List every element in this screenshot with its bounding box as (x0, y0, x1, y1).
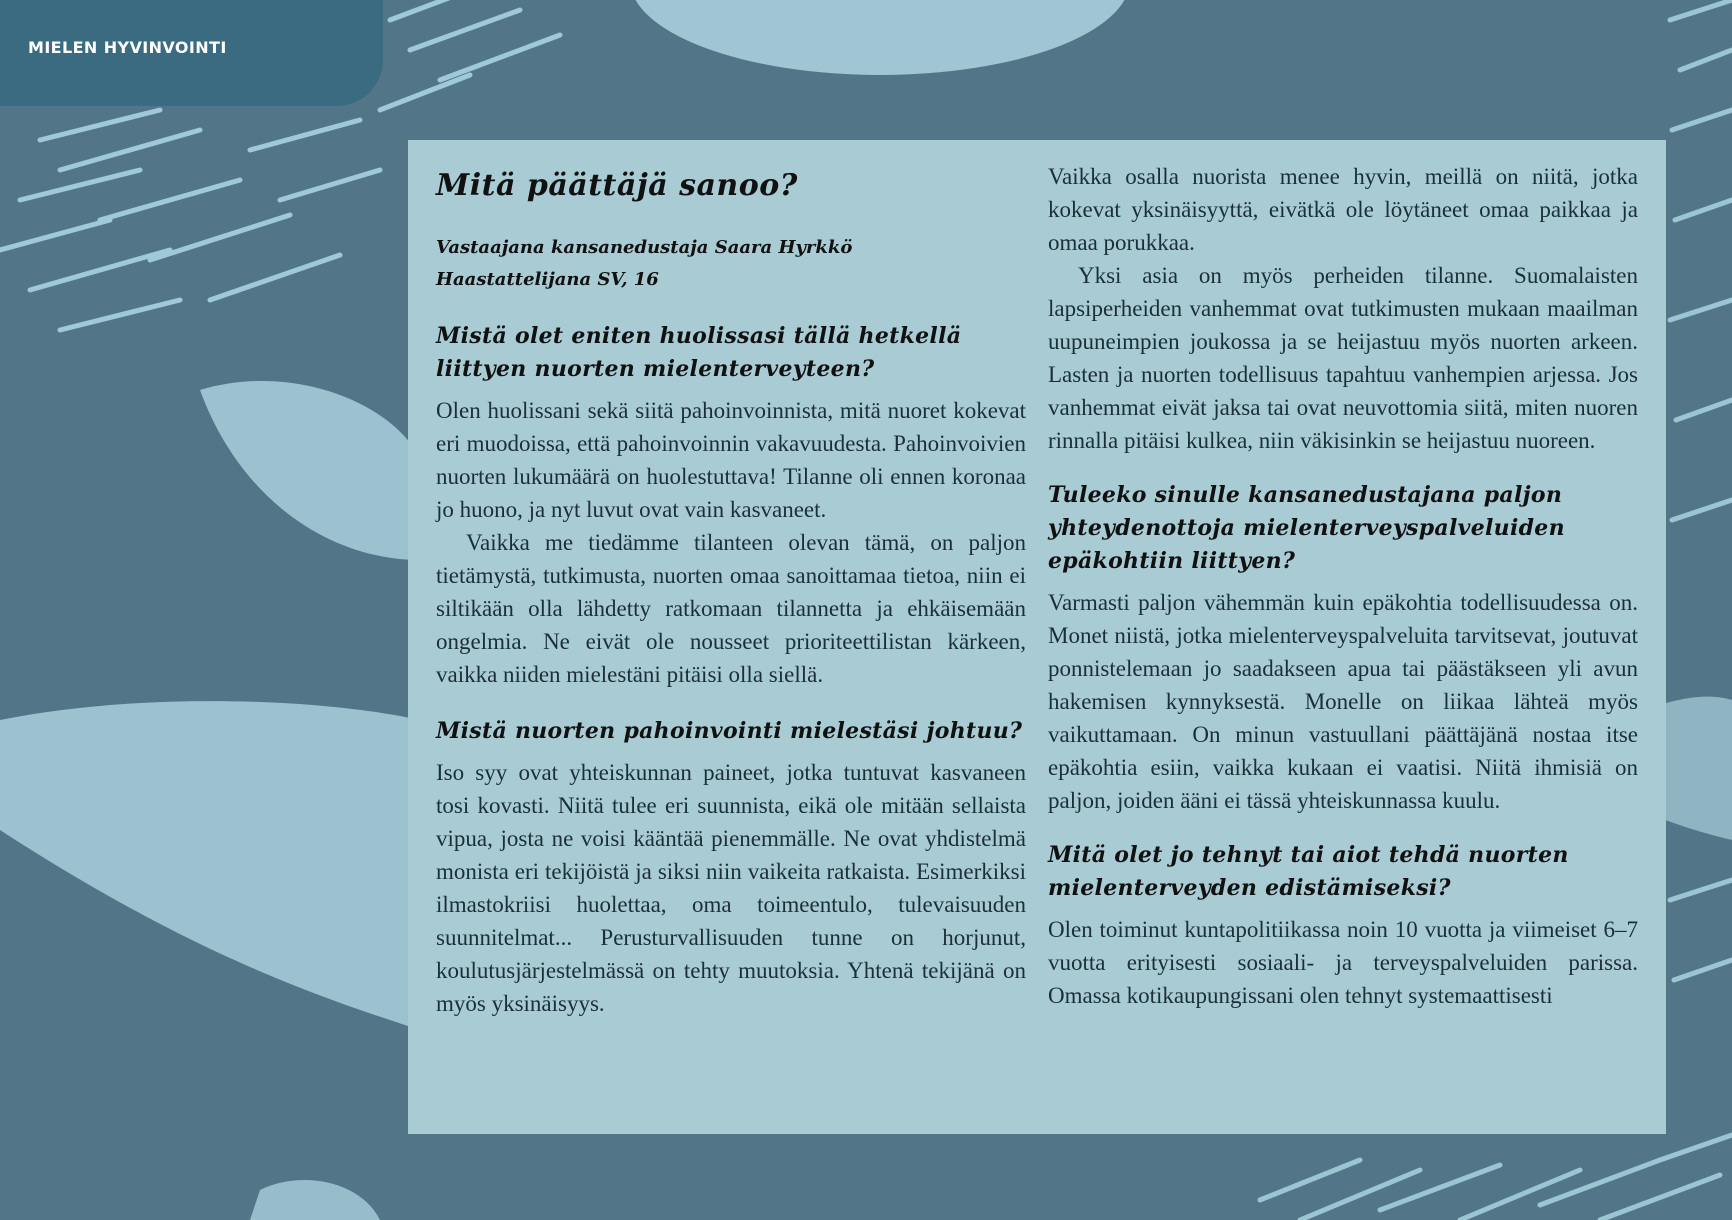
section-tab (0, 0, 383, 106)
interviewer-line: Haastattelijana SV, 16 (436, 269, 659, 290)
question-1: Mistä olet eniten huolissasi tällä hetkellä liittyen nuorten mielenterveyteen? (436, 323, 962, 382)
article-title: Mitä päättäjä sanoo? (436, 168, 798, 203)
byline (436, 232, 1026, 296)
answer-2-paragraph-3: Yksi asia on myös perheiden tilanne. Suomalaisten lapsiperheiden vanhemmat ovat tutkimusten mukaan maailman uupuneimpien joukossa ja se heijastuu myös nuorten arkeen. Lasten ja nuorten todellisuus tapahtuu vanhempien arjessa. Jos vanhemmat eivät jaksa tai ovat neuvottomia siitä, miten nuoren rinnalla pitäisi kulkea, niin väkisinkin se heijastuu nuoreen. (1048, 263, 1638, 453)
answer-1-paragraph-2: Vaikka me tiedämme tilanteen olevan tämä, on paljon tietämystä, tutkimusta, nuorten omaa sanoittamaa tietoa, niin ei siltikään olla lähdetty ratkomaan tilannetta ja ehkäisemään ongelmia. Ne eivät ole nousseet prioriteettilistan kärkeen, vaikka niiden mielestäni pitäisi olla siellä. (436, 530, 1026, 687)
article-column-right (1048, 160, 1638, 1012)
question-2: Mistä nuorten pahoinvointi mielestäsi johtuu? (436, 718, 1023, 744)
question-3: Tuleeko sinulle kansanedustajana paljon yhteydenottoja mielenterveyspalveluiden epäkohtiin liittyen? (1048, 482, 1565, 574)
respondent-line: Vastaajana kansanedustaja Saara Hyrkkö (436, 237, 853, 258)
answer-3-paragraph-1: Varmasti paljon vähemmän kuin epäkohtia todellisuudessa on. Monet niistä, jotka mielenterveyspalveluita tarvitsevat, joutuvat ponnistelemaan jo saadakseen apua tai päästäkseen yli avun hakemisen kynnyksestä. Monelle on liikaa lähteä myös vaikuttamaan. On minun vastuullani päättäjänä nostaa itse epäkohtia esiin, vaikka kukaan ei vaatisi. Niitä ihmisiä on paljon, joiden ääni ei tässä yhteiskunnassa kuulu. (1048, 590, 1638, 813)
section-label: MIELEN HYVINVOINTI (28, 38, 227, 57)
question-4: Mitä olet jo tehnyt tai aiot tehdä nuorten mielenterveyden edistämiseksi? (1048, 842, 1569, 901)
answer-1-paragraph-1: Olen huolissani sekä siitä pahoinvoinnista, mitä nuoret kokevat eri muodoissa, että pahoinvoinnin vakavuudesta. Pahoinvoivien nuorten lukumäärä on huolestuttava! Tilanne oli ennen koronaa jo huono, ja nyt luvut ovat vain kasvaneet. (436, 398, 1026, 522)
article-column-left (436, 160, 1026, 1020)
answer-2-paragraph-2: Vaikka osalla nuorista menee hyvin, meillä on niitä, jotka kokevat yksinäisyyttä, eivätkä ole löytäneet omaa paikkaa ja omaa porukkaa. (1048, 164, 1638, 255)
answer-4-paragraph-1: Olen toiminut kuntapolitiikassa noin 10 vuotta ja viimeiset 6–7 vuotta erityisesti sosiaali- ja terveyspalveluiden parissa. Omassa kotikaupungissani olen tehnyt systemaattisesti (1048, 917, 1638, 1008)
article-panel (408, 140, 1666, 1134)
answer-2-paragraph-1: Iso syy ovat yhteiskunnan paineet, jotka tuntuvat kasvaneen tosi kovasti. Niitä tulee eri suunnista, eikä ole mitään sellaista vipua, josta ne voisi kääntää pienemmälle. Ne ovat yhdistelmä monista eri tekijöistä ja siksi niin vaikeita ratkaista. Esimerkiksi ilmastokriisi huolettaa, oma toimeentulo, tulevaisuuden suunnitelmat... Perusturvallisuuden tunne on horjunut, koulutusjärjestelmässä on tehty muutoksia. Yhtenä tekijänä on myös yksinäisyys. (436, 760, 1026, 1016)
